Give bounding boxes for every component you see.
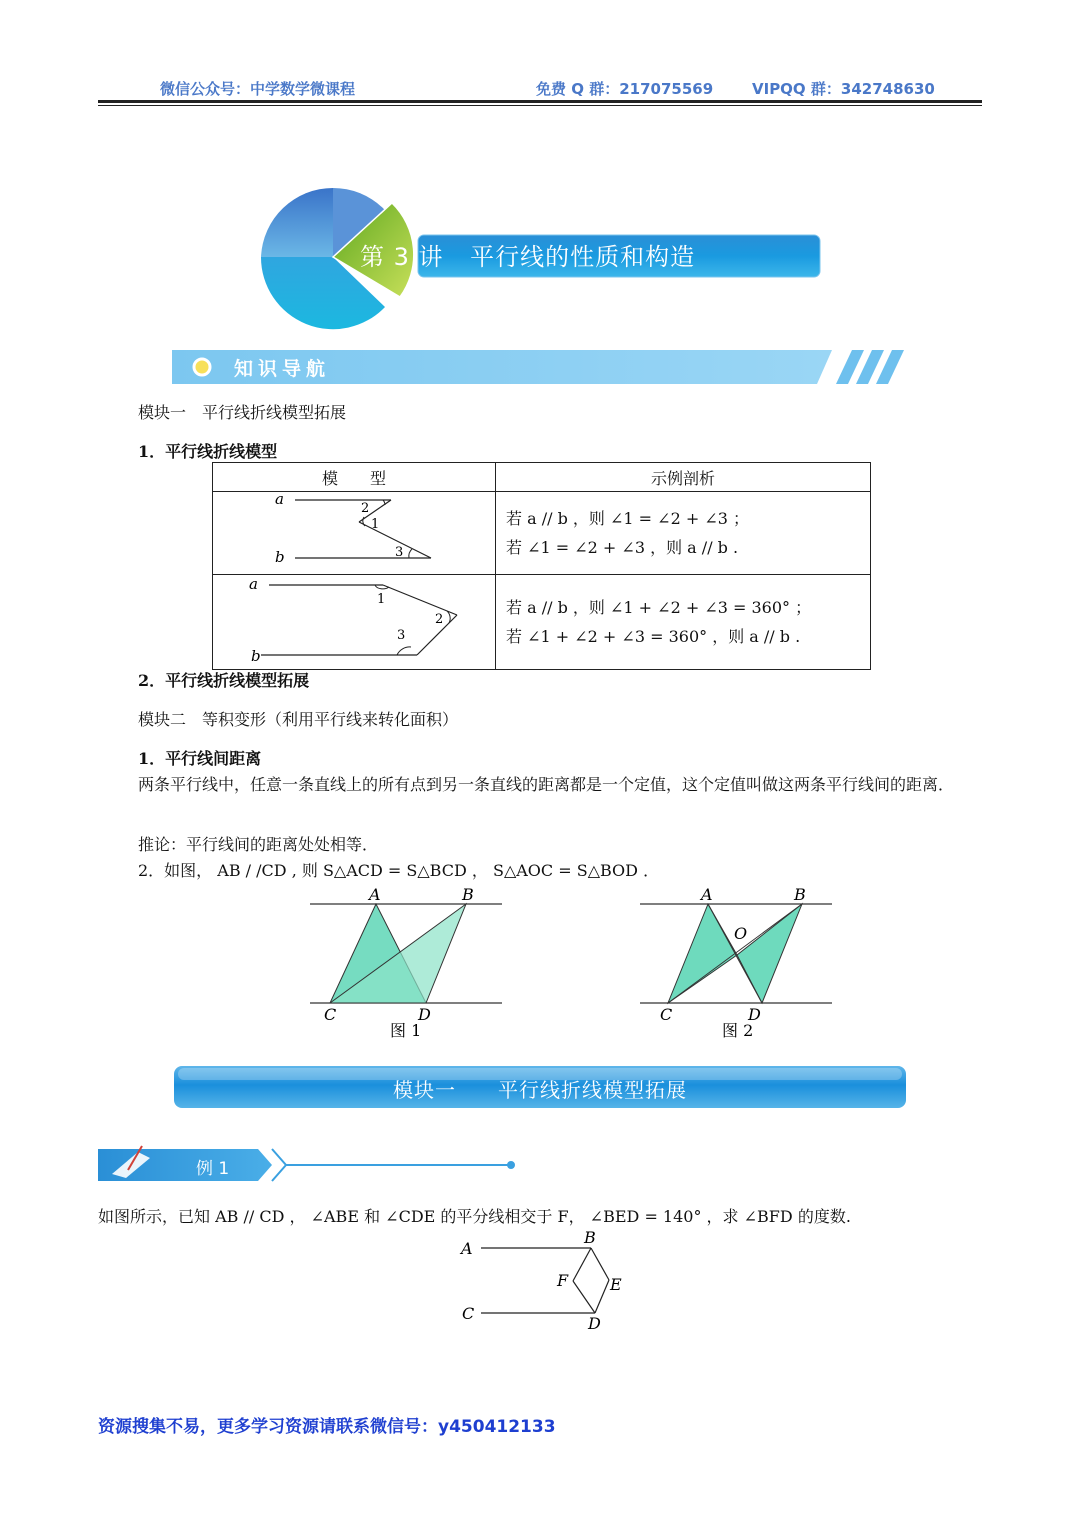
lecture-title [360, 237, 695, 272]
ex-label-D: D [588, 1314, 601, 1333]
bend-model-figure [213, 575, 495, 665]
ex-label-B: B [584, 1228, 596, 1247]
lecture-title-banner [250, 185, 830, 335]
label-b: b [275, 548, 285, 566]
example-title: 例 1 [196, 1159, 230, 1179]
module2-heading: 模块二 等积变形（利用平行线来转化面积） [138, 710, 459, 729]
label-2: 2 [361, 501, 370, 516]
fig2-caption: 图 2 [722, 1021, 754, 1040]
table-header-analysis: 示例剖析 [496, 463, 871, 492]
figure-2 [632, 884, 842, 1042]
row2-line2: 若 ∠1 + ∠2 + ∠3 = 360° ，则 a // b . [506, 627, 801, 646]
fig2-label-A: A [701, 885, 713, 904]
model-table [212, 462, 871, 670]
table-row2-analysis [496, 575, 871, 670]
ex-label-C: C [462, 1304, 475, 1323]
fig2-label-C: C [660, 1005, 673, 1024]
nav-title: 知识导航 [234, 358, 331, 380]
label-2b: 2 [435, 612, 444, 627]
ex-label-A: A [461, 1239, 473, 1258]
ex-label-E: E [610, 1275, 622, 1294]
label-3: 3 [395, 545, 404, 560]
table-header-model: 模 型 [213, 463, 496, 492]
knowledge-nav-band [172, 350, 912, 384]
module2-para2: 推论：平行线间的距离处处相等． [138, 835, 379, 854]
fig1-label-A: A [369, 885, 381, 904]
ex-label-F: F [557, 1271, 569, 1290]
module1-item1: 1．平行线折线模型 [138, 442, 278, 461]
example-figure [455, 1228, 635, 1334]
example-bar-graphic [98, 1142, 518, 1188]
fig1-caption: 图 1 [390, 1021, 422, 1040]
fig2-label-B: B [794, 885, 806, 904]
row1-line2: 若 ∠1 = ∠2 + ∠3 ，则 a // b . [506, 538, 739, 557]
row1-line1: 若 a // b ，则 ∠1 = ∠2 + ∠3 ； [506, 509, 749, 528]
lecture-number: 第 3 讲 [360, 243, 444, 271]
fig1-label-D: D [418, 1005, 431, 1024]
label-3b: 3 [397, 628, 406, 643]
label-1: 1 [371, 517, 380, 532]
example-label-bar [98, 1142, 518, 1188]
module2-para1: 两条平行线中，任意一条直线上的所有点到另一条直线的距离都是一个定值，这个定值叫做这两条平行线间的距离． [138, 775, 955, 794]
label-a2: a [249, 575, 258, 593]
module1-item2: 2．平行线折线模型拓展 [138, 671, 310, 690]
table-row1-analysis [496, 492, 871, 575]
section-band [174, 1066, 906, 1108]
table-row1-figure [213, 492, 496, 575]
section-band-title: 模块一 平行线折线模型拓展 [393, 1078, 687, 1102]
header-vip-qq: VIPQQ 群：342748630 [752, 80, 935, 98]
row2-line1: 若 a // b ，则 ∠1 + ∠2 + ∠3 = 360° ； [506, 598, 812, 617]
fig2-label-D: D [748, 1005, 761, 1024]
label-a: a [275, 492, 284, 508]
table-row2-figure [213, 575, 496, 670]
lecture-topic: 平行线的性质和构造 [470, 243, 696, 271]
header-wechat: 微信公众号：中学数学微课程 [160, 80, 356, 98]
module1-heading: 模块一 平行线折线模型拓展 [138, 403, 347, 422]
figure-1 [300, 884, 510, 1042]
footer-contact: 资源搜集不易，更多学习资源请联系微信号：y450412133 [98, 1417, 556, 1437]
label-b2: b [251, 647, 261, 665]
example-question: 如图所示，已知 AB // CD ， ∠ABE 和 ∠CDE 的平分线相交于 F， ∠BED = 140° ，求 ∠BFD 的度数. [98, 1207, 851, 1226]
header-free-qq: 免费 Q 群：217075569 [536, 80, 714, 98]
module2-item1: 1．平行线间距离 [138, 749, 262, 768]
fig2-label-O: O [734, 924, 748, 943]
zigzag-model-figure [213, 492, 495, 570]
fig1-label-C: C [324, 1005, 337, 1024]
fig1-label-B: B [462, 885, 474, 904]
header-rule [98, 100, 982, 103]
module2-item2: 2．如图， AB / /CD , 则 S△ACD = S△BCD ， S△AOC = S△BOD ． [138, 861, 660, 880]
label-1b: 1 [377, 592, 386, 607]
header-rule-thin [98, 105, 982, 106]
